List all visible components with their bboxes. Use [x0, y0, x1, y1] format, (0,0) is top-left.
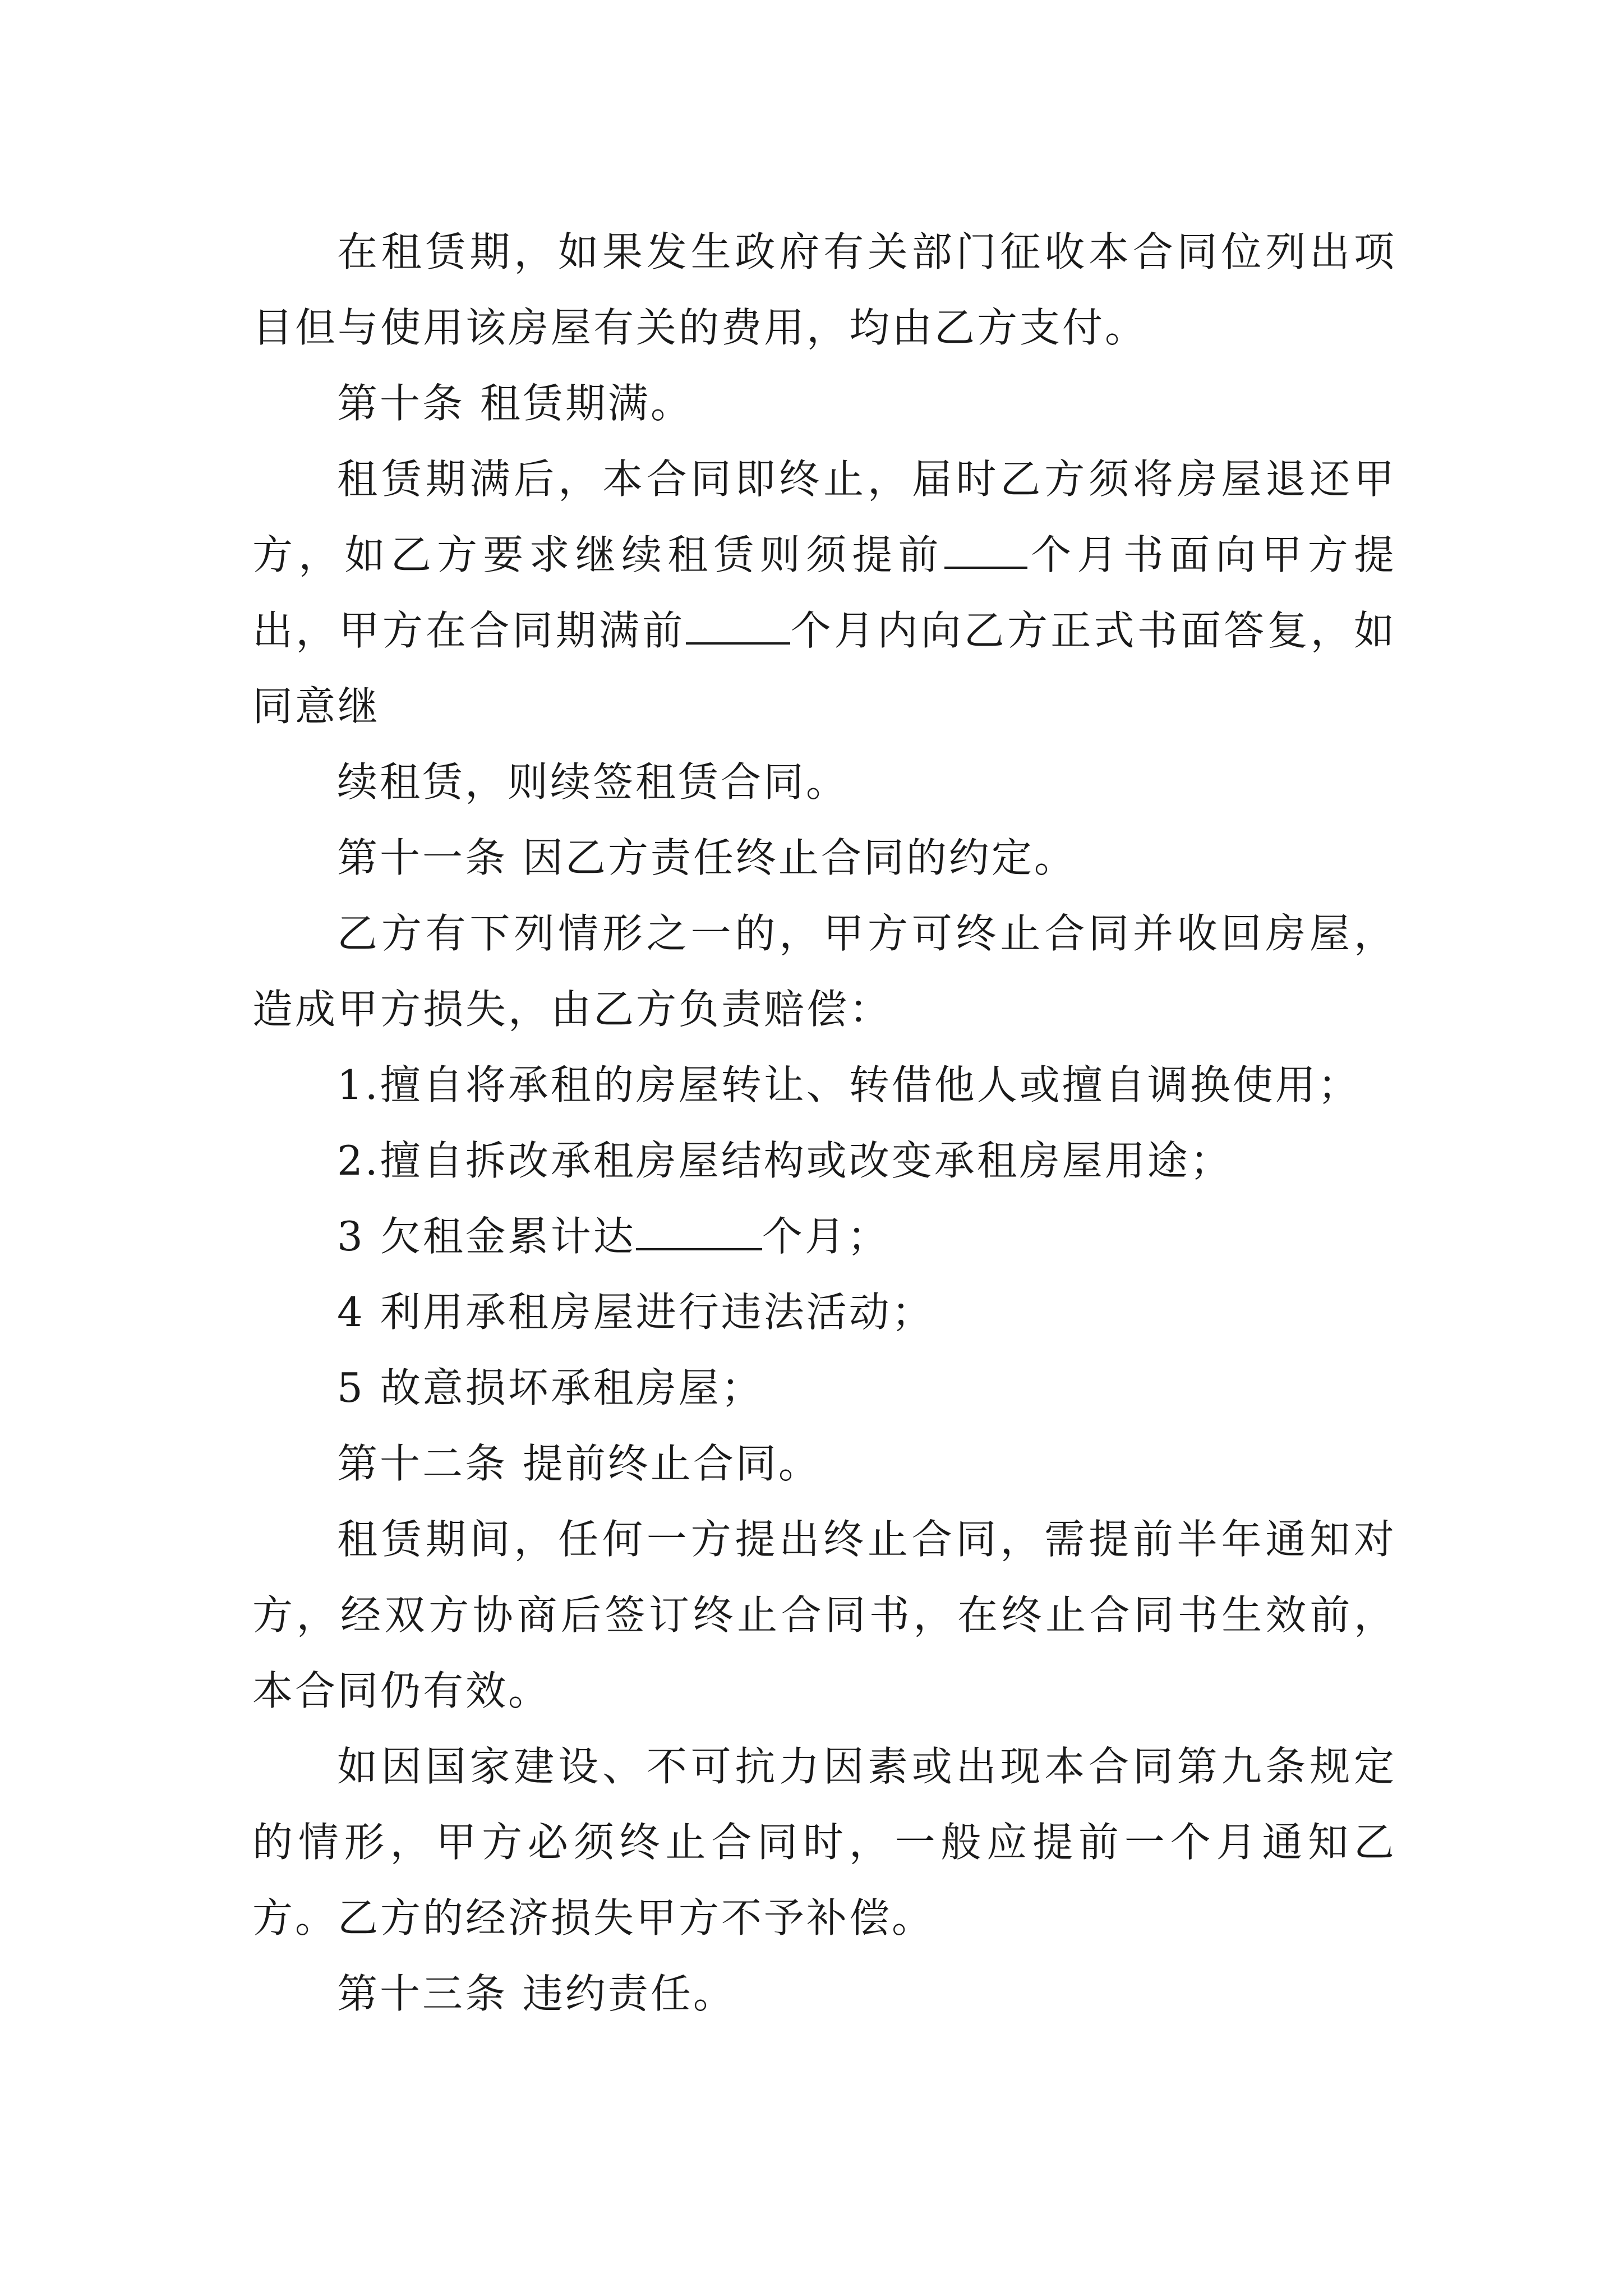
list-item-2: 2.擅自拆改承租房屋结构或改变承租房屋用途；	[337, 1137, 1233, 1184]
overdue-months-blank[interactable]	[636, 1213, 762, 1250]
list-item-4: 4 利用承租房屋进行违法活动；	[337, 1289, 934, 1336]
document-body	[252, 214, 1396, 2032]
paragraph-fees: 在租赁期，如果发生政府有关部门征收本合同位列出项目但与使用该房屋有关的费用，均由乙方支付。	[252, 228, 1396, 351]
reply-months-blank[interactable]	[686, 608, 790, 645]
paragraph-force-majeure: 如因国家建设、不可抗力因素或出现本合同第九条规定的情形，甲方必须终止合同时，一般应提前一个月通知乙方。乙方的经济损失甲方不予补偿。	[252, 1743, 1396, 1941]
article-13-heading: 第十三条 违约责任。	[337, 1970, 736, 2017]
lease-expiry-text-2: 个月书面向甲方提出，甲方在合同期满前	[252, 531, 1396, 654]
list-item-3-text-2: 个月；	[762, 1213, 890, 1260]
list-item-3-text-1: 3 欠租金累计达	[337, 1213, 636, 1260]
paragraph-early-termination: 租赁期间，任何一方提出终止合同，需提前半年通知对方，经双方协商后签订终止合同书，在终止合同书生效前，本合同仍有效。	[252, 1516, 1396, 1714]
lease-expiry-text-3: 个月内向乙方正式书面答复，如同意继	[252, 607, 1396, 730]
article-12-heading: 第十二条 提前终止合同。	[337, 1440, 821, 1487]
lease-expiry-text-1: 租赁期满后，本合同即终止，届时乙方须将房屋退还甲方，如乙方要求继续租赁则须提前	[252, 455, 1396, 578]
paragraph-renewal: 续租赁，则续签租赁合同。	[337, 758, 849, 806]
article-11-heading: 第十一条 因乙方责任终止合同的约定。	[337, 834, 1077, 881]
list-item-5: 5 故意损坏承租房屋；	[337, 1364, 764, 1411]
paragraph-lease-expiry	[252, 441, 1396, 744]
list-item-1: 1.擅自将承租的房屋转让、转借他人或擅自调换使用；	[337, 1061, 1361, 1108]
notice-months-blank[interactable]	[944, 532, 1027, 569]
list-item-3	[252, 1199, 1396, 1274]
paragraph-termination-conditions: 乙方有下列情形之一的，甲方可终止合同并收回房屋，造成甲方损失，由乙方负责赔偿：	[252, 910, 1396, 1033]
article-10-heading: 第十条 租赁期满。	[337, 380, 693, 427]
